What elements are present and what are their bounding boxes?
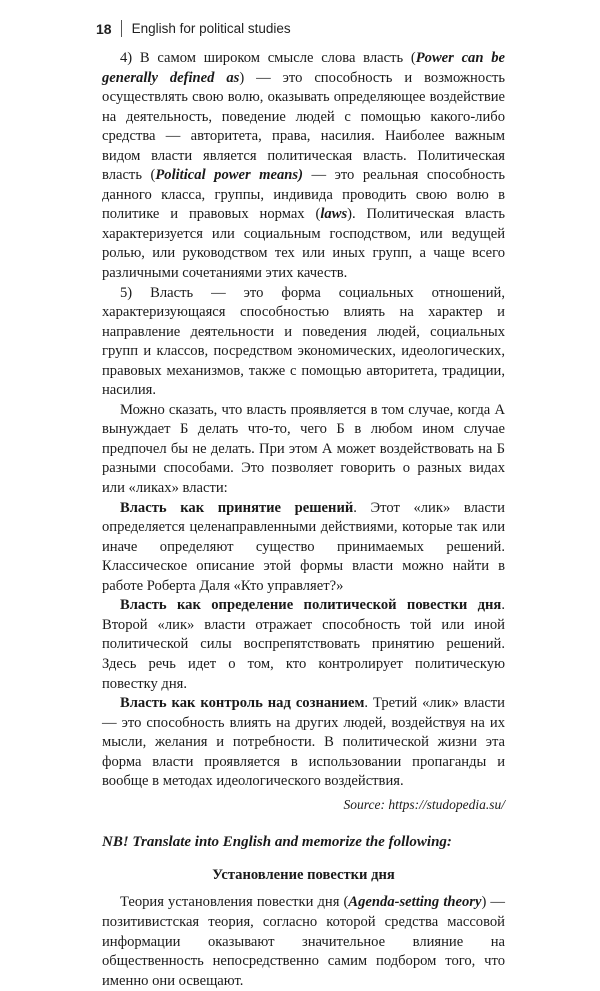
term-political-power: Political power means) xyxy=(155,167,303,184)
page-number: 18 xyxy=(96,20,112,37)
paragraph-faces-intro: Можно сказать, что власть проявляется в том случае, когда А вынуждает Б делать что-то, чего Б в любом ином случае предпочел бы не делать. При этом А может воздействовать на Б разными способами. Это позволяет говорить о разных видах или «ликах» власти: xyxy=(102,401,505,497)
face-decision-making xyxy=(102,499,505,597)
nb-instruction: NB! Translate into English and memorize the following: xyxy=(102,834,452,851)
face-agenda-text: . Второй «лик» власти отражает способность той или иной политической силы воспрепятствовать принятию решений. Здесь речь идет о том, кто контролирует политическую повестку дня. xyxy=(102,597,505,692)
paragraph-4-text-2: ) — это способность и возможность осуществлять свою волю, оказывать определяющее воздействие на деятельность, поведение людей с помощью какого-либо средства — авторитета, права, насилия. Наиболее важным видом власти является политическая власть. Политическая власть ( xyxy=(102,69,505,184)
paragraph-4 xyxy=(102,49,505,284)
face-mind-control xyxy=(102,694,505,792)
header-divider xyxy=(121,20,122,37)
paragraph-5: 5) Власть — это форма социальных отношений, характеризующаяся способностью влиять на характер и направление деятельности и поведения людей, социальных групп и классов, посредством экономических, идеологических, правовых механизмов, также с помощью авторитета, традиции, насилия. xyxy=(102,284,505,399)
agenda-text-2: ) — позитивистская теория, согласно которой средства массовой информации оказывают значительное влияние на общественность непосредственно самим подбором того, что именно они освещают. xyxy=(102,894,505,989)
agenda-setting-paragraph xyxy=(102,893,505,991)
agenda-text-1: Теория установления повестки дня ( xyxy=(120,894,349,911)
section-heading: Установление повестки дня xyxy=(212,866,395,883)
paragraph-4-text-3: — это реальная способность данного класса, группы, индивида проводить свою волю в политике и правовых нормах ( xyxy=(102,167,505,223)
face-decision-making-text: . Этот «лик» власти определяется целенаправленными действиями, которые так или иначе определяют существо принимаемых решений. Классическое описание этой формы власти можно найти в работе Роберта Даля «Кто управляет?» xyxy=(102,499,505,594)
face-mind-control-term: Власть как контроль над сознанием xyxy=(120,695,365,712)
source-citation: Source: https://studopedia.su/ xyxy=(343,796,505,812)
face-agenda xyxy=(102,596,505,694)
term-agenda-setting: Agenda-setting theory xyxy=(348,894,482,911)
face-decision-making-term: Власть как принятие решений xyxy=(120,499,354,516)
paragraph-4-text-1: 4) В самом широком смысле слова власть ( xyxy=(120,50,416,66)
paragraph-4-text-4: ). Политическая власть характеризуется или социальным господством, или ведущей ролью, или руководством тех или иных групп, а чаще всего различными сочетаниями этих качеств. xyxy=(102,206,506,282)
body-text xyxy=(102,49,505,991)
face-agenda-term: Власть как определение политической повестки дня xyxy=(120,597,502,614)
face-mind-control-text: . Третий «лик» власти — это способность влиять на других людей, воздействуя на их мысли, желания и потребности. В политической жизни эта форма власти проявляется в использовании пропаганды и вообще в методах идеологического воздействия. xyxy=(102,695,505,790)
term-power-definition: Power can be generally defined as xyxy=(102,50,505,86)
running-header xyxy=(96,20,291,37)
term-laws: laws xyxy=(320,206,348,223)
book-title: English for political studies xyxy=(131,21,291,36)
